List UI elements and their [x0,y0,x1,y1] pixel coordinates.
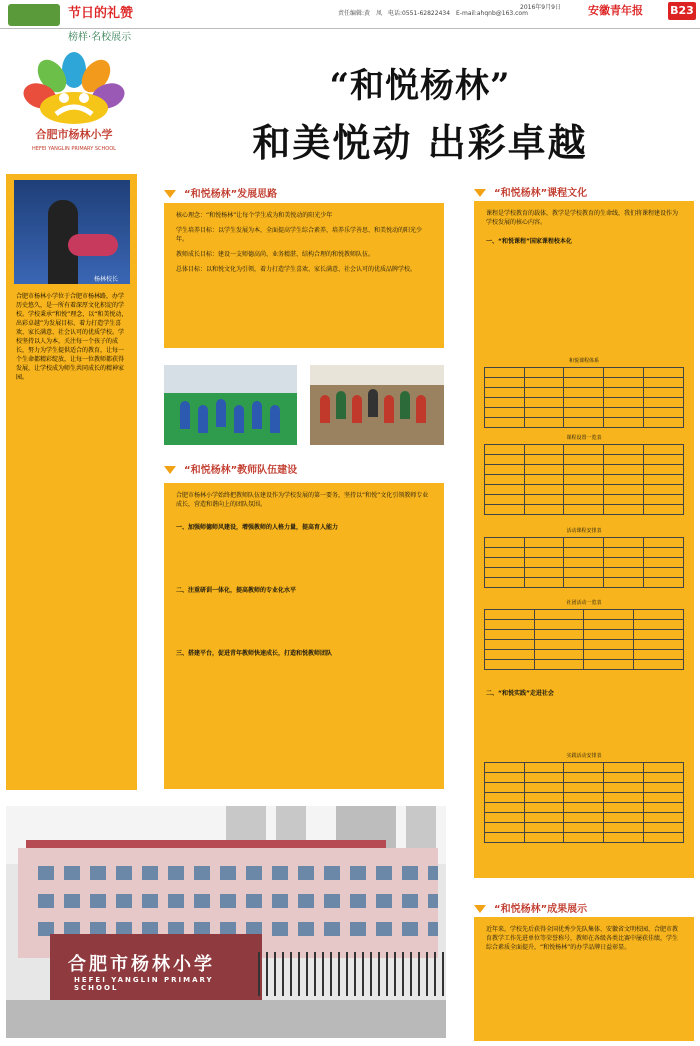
course-table [484,751,684,843]
dev-box [164,203,444,348]
results-text: 近年来，学校先后获得全国优秀少先队集体、安徽省文明校园、合肥市教育教学工作先进单位等荣誉称号，教师在各级各类比赛中屡获佳绩，学生综合素质全面提升，“和悦杨林”的办学品牌日益彰显。 [486,926,679,951]
school-sign-english: HEFEI YANGLIN PRIMARY SCHOOL [74,976,214,992]
iron-fence [258,952,446,996]
course-table-caption: 实践活动安排表 [566,753,602,759]
headline-sub: 和美悦动 出彩卓越 [252,120,588,165]
dev-line: 教师成长目标：建设一支师德高尚、业务精湛、结构合理的和悦教师队伍。 [176,251,375,258]
headline-main: “和悦杨林” [329,66,511,106]
course-table [484,356,684,428]
editor-contact: 责任编辑:黄 凤 电话:0551-62822434 E-mail:ahqnb@163.com [338,10,528,17]
exercise-photo [164,365,297,445]
courses-heading-2: 二、“和悦实践”走进社会 [486,690,554,697]
logo-school-en: HEFEI YANGLIN PRIMARY SCHOOL [32,146,116,152]
section-logo [8,4,60,26]
courses-box [474,201,694,878]
section-dev-title: “和悦杨林”发展思路 [164,185,277,200]
section-results-title: “和悦杨林”成果展示 [474,900,587,915]
section-teachers-title: “和悦杨林”教师队伍建设 [164,461,297,476]
page-number: B23 [668,2,696,20]
course-table [484,598,684,670]
principal-text: 合肥市杨林小学位于合肥市杨林路，办学历史悠久，是一所有着深厚文化积淀的学校。学校秉承“和悦”理念，以“和美悦动，出彩卓越”为发展目标，着力打造学生喜欢、家长满意、社会认可的优质学校。学校坚持以人为本，关注每一个孩子的成长，努力为学生提供适合的教育，让每一个生命都精彩绽放，让每一位教师都获得发展，让学校成为师生共同成长的精神家园。 [16,293,128,381]
course-table-caption: 课程设置一览表 [566,435,602,441]
course-table-caption: 社团活动一览表 [566,600,602,606]
teachers-box [164,483,444,789]
teachers-point: 一、加强师德师风建设，增强教师的人格力量，提高育人能力 [176,524,339,531]
section-courses-title: “和悦杨林”课程文化 [474,184,587,199]
students-group-photo [310,365,444,445]
dev-line: 总体目标：以和悦文化为引领，着力打造学生喜欢、家长满意、社会认可的优质品牌学校。 [176,266,417,273]
courses-heading-1: 一、“和悦课程”国家课程校本化 [486,238,572,245]
course-table [484,433,684,515]
section-subtitle: 榜样·名校展示 [68,32,132,43]
teachers-point: 三、搭建平台，促进青年教师快速成长，打造和悦教师团队 [176,650,333,657]
courses-intro: 课程是学校教育的载体，教学是学校教育的生命线，我们将课程建设作为学校发展的核心内容。 [486,210,679,226]
school-building-photo [6,806,446,1038]
masthead [0,0,700,29]
section-title: 节日的礼赞 [68,6,134,21]
school-logo [12,50,137,158]
results-box [474,917,694,1041]
course-table-caption: 活动课程安排表 [566,528,602,534]
flower-logo-icon [12,50,137,158]
dev-line: 学生培养目标：以学生发展为本，全面提高学生综合素养，培养乐学善思、和美悦动的阳光少年。 [176,227,423,243]
teachers-intro: 合肥市杨林小学始终把教师队伍建设作为学校发展的第一要务，坚持以“和悦”文化引领教师专业成长，营造和谐向上的团队氛围。 [176,492,429,508]
course-table-caption: 和悦课程体系 [568,358,599,364]
newspaper-name: 安徽青年报 [588,4,643,17]
principal-photo [14,180,130,284]
ground [6,1000,446,1038]
principal-column [6,174,137,790]
dev-line: 核心理念：“和悦杨林”让每个学生成为和美悦动的阳光少年 [176,212,333,219]
issue-date: 2016年9月9日 [520,4,561,11]
flower-bouquet [68,234,118,256]
school-sign [50,934,262,1004]
school-sign-name: 合肥市杨林小学 [68,954,215,975]
photo-caption: 杨林校长 [94,276,119,283]
course-table [484,526,684,588]
teachers-point: 二、注重研训一体化，提高教师的专业化水平 [176,587,297,594]
logo-school-name: 合肥市杨林小学 [35,128,113,141]
